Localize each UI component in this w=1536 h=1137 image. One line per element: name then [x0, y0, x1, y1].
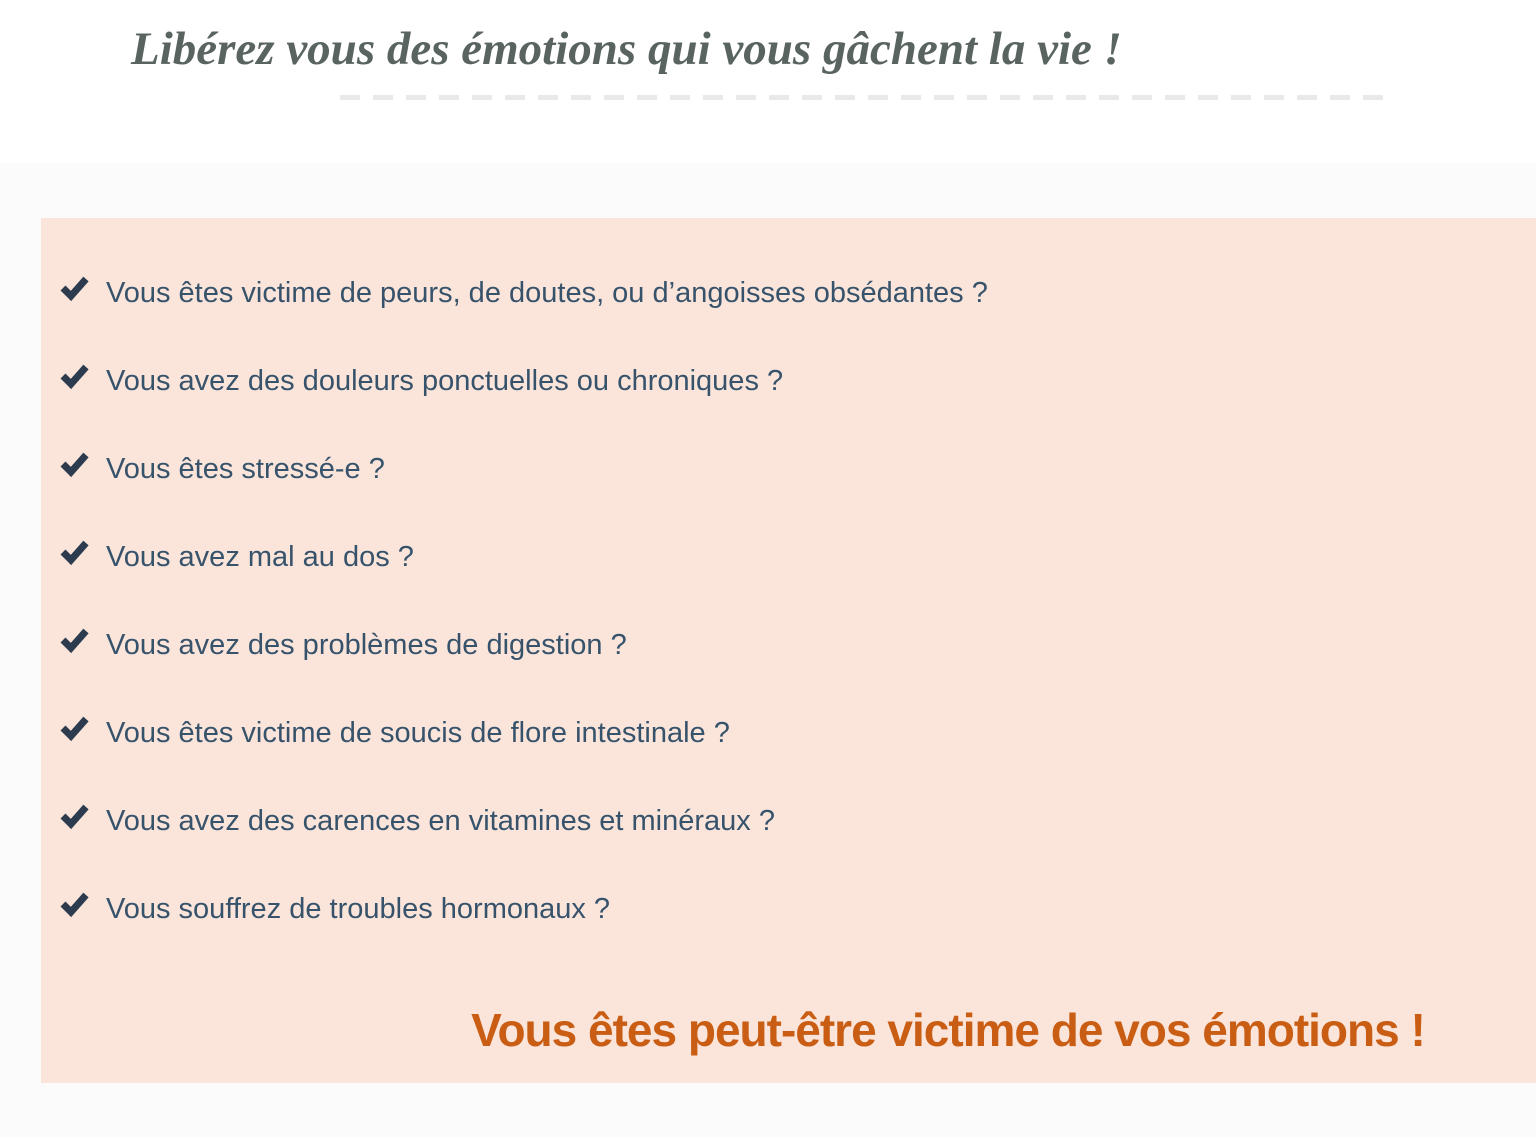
question-text: Vous êtes victime de peurs, de doutes, ou d’angoisses obsédantes ? [106, 276, 988, 309]
questions-list [41, 249, 1536, 953]
question-text: Vous avez des problèmes de digestion ? [106, 628, 627, 661]
list-item [60, 249, 1536, 337]
check-icon [60, 716, 89, 741]
check-icon [60, 452, 89, 477]
list-item [60, 865, 1536, 953]
page-header [0, 0, 1536, 163]
content-area [0, 218, 1536, 1083]
question-text: Vous souffrez de troubles hormonaux ? [106, 892, 611, 925]
conclusion-heading: Vous êtes peut-être victime de vos émotions ! [471, 1004, 1425, 1056]
list-item [60, 777, 1536, 865]
check-icon [60, 804, 89, 829]
check-icon [60, 892, 89, 917]
list-item [60, 425, 1536, 513]
page-title: Libérez vous des émotions qui vous gâchent la vie ! [131, 23, 1122, 75]
questions-box [41, 218, 1536, 1083]
check-icon [60, 364, 89, 389]
title-ghost-artifact [340, 95, 1390, 100]
list-item [60, 689, 1536, 777]
check-icon [60, 276, 89, 301]
list-item [60, 337, 1536, 425]
question-text: Vous avez mal au dos ? [106, 540, 414, 573]
check-icon [60, 540, 89, 565]
list-item [60, 601, 1536, 689]
question-text: Vous êtes stressé-e ? [106, 452, 385, 485]
question-text: Vous avez des douleurs ponctuelles ou chroniques ? [106, 364, 784, 397]
check-icon [60, 628, 89, 653]
list-item [60, 513, 1536, 601]
question-text: Vous avez des carences en vitamines et minéraux ? [106, 804, 775, 837]
question-text: Vous êtes victime de soucis de flore intestinale ? [106, 716, 730, 749]
